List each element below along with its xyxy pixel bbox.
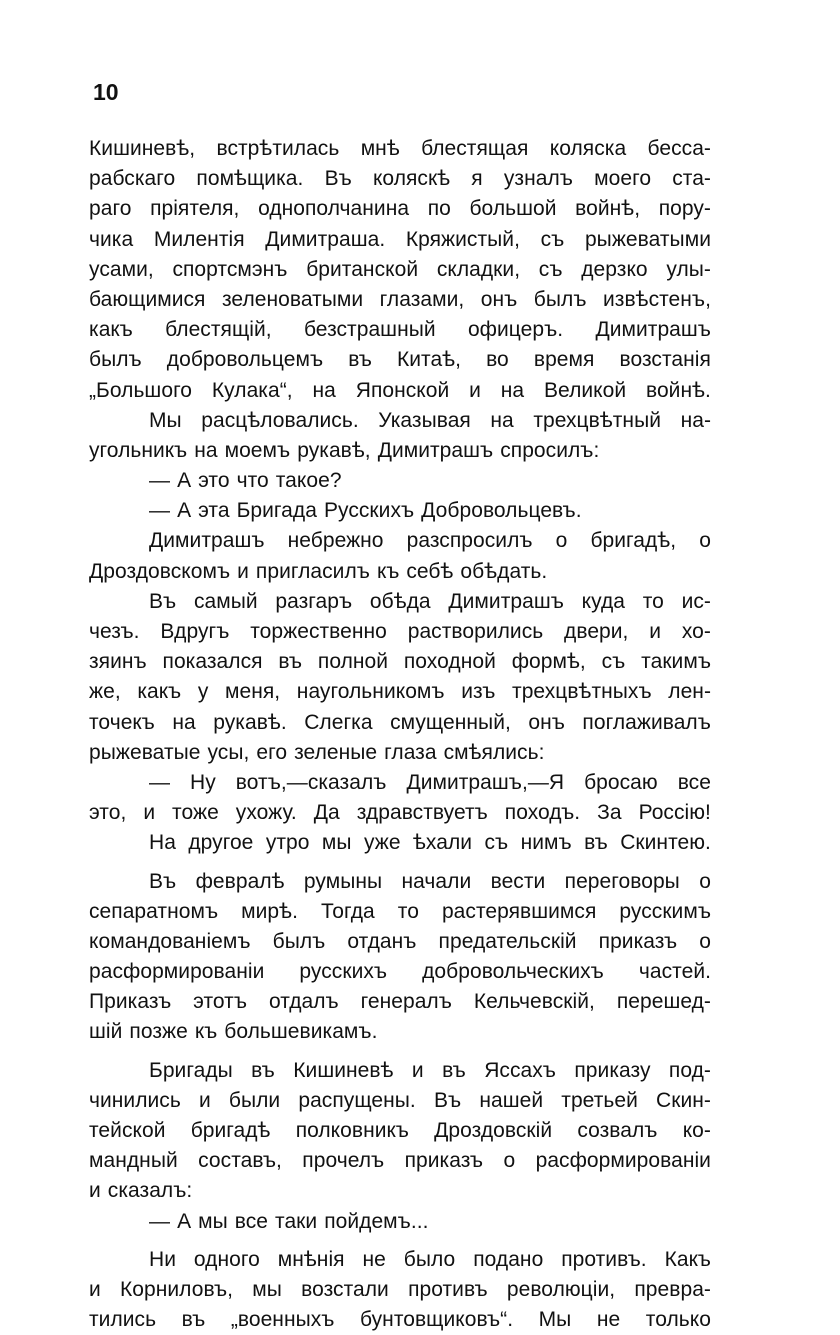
text-line: чезъ. Вдругъ торжественно растворились двери, и хо- <box>89 620 711 643</box>
text-line: тились въ „военныхъ бунтовщиковъ“. Мы не только <box>89 1308 711 1332</box>
text-line: былъ добровольцемъ въ Китаѣ, во время возстанiя <box>89 348 711 372</box>
paragraph-gap <box>89 1237 711 1245</box>
text-line: Димитрашъ небрежно разспросилъ о бригадѣ, о <box>149 529 711 553</box>
text-line: это, и тоже ухожу. Да здравствуетъ походъ. За Россiю! <box>89 801 711 825</box>
text-line: Въ самый разгаръ обѣда Димитрашъ куда то ис- <box>149 589 711 613</box>
text-line: чинились и были распущены. Въ нашей третьей Скин- <box>89 1088 711 1112</box>
text-line: На другое утро мы уже ѣхали съ нимъ въ Скинтею. <box>149 831 711 855</box>
text-line: — А это что такое? <box>149 469 342 493</box>
body-text <box>89 134 711 1335</box>
text-line: какъ блестящiй, безстрашный офицеръ. Димитрашъ <box>89 318 711 342</box>
paragraph-gap <box>89 1048 711 1056</box>
text-line: рабскаго помѣщика. Въ коляскѣ я узналъ моего ста- <box>89 167 711 191</box>
text-line: же, какъ у меня, наугольникомъ изъ трехцвѣтныхъ лен- <box>89 680 711 704</box>
text-line: усами, спортсмэнъ британской складки, съ дерзко улы- <box>89 257 711 281</box>
text-line: Кишиневѣ, встрѣтилась мнѣ блестящая коляска бесса- <box>89 137 711 160</box>
text-line: тейской бригадѣ полковникъ Дроздовскiй созвалъ ко- <box>89 1119 711 1142</box>
text-line: чика Милентiя Димитраша. Кряжистый, съ рыжеватыми <box>89 227 711 251</box>
page-number: 10 <box>93 79 119 105</box>
text-line: точекъ на рукавѣ. Слегка смущенный, онъ поглаживалъ <box>89 710 711 734</box>
text-line: Приказъ этотъ отдалъ генералъ Кельчевскiй, перешед- <box>89 990 711 1014</box>
text-line: шiй позже къ большевикамъ. <box>89 1020 378 1044</box>
text-line: Дроздовскомъ и пригласилъ къ себѣ обѣдать. <box>89 559 548 583</box>
text-line: угольникъ на моемъ рукавѣ, Димитрашъ спросилъ: <box>89 438 600 462</box>
text-line: Въ февралѣ румыны начали вести переговоры о <box>149 869 711 893</box>
text-line: Бригады въ Кишиневѣ и въ Яссахъ приказу под- <box>149 1058 711 1082</box>
text-line: рыжеватые усы, его зеленые глаза смѣялись: <box>89 740 545 764</box>
paragraph-gap <box>89 859 711 867</box>
text-line: — Ну вотъ,—сказалъ Димитрашъ,—Я бросаю все <box>149 770 711 794</box>
text-line: „Большого Кулака“, на Японской и на Великой войнѣ. <box>89 378 711 402</box>
text-line: — А мы все таки пойдемъ... <box>149 1209 429 1233</box>
text-line: расформированiи русскихъ добровольческихъ частей. <box>89 960 711 984</box>
text-line: бающимися зеленоватыми глазами, онъ былъ извѣстенъ, <box>89 287 711 311</box>
text-line: мандный составъ, прочелъ приказъ о расформированiи <box>89 1149 711 1173</box>
text-line: — А эта Бригада Русскихъ Добровольцевъ. <box>149 499 582 523</box>
text-line: раго прiятеля, однополчанина по большой войнѣ, пору- <box>89 197 711 221</box>
text-line: и Корниловъ, мы возстали противъ революцiи, превра- <box>89 1277 711 1301</box>
text-line: Мы расцѣловались. Указывая на трехцвѣтный на- <box>149 408 711 432</box>
text-line: зяинъ показался въ полной походной формѣ, съ такимъ <box>89 650 711 674</box>
text-line: командованiемъ былъ отданъ предательскiй приказъ о <box>89 929 711 953</box>
text-line: и сказалъ: <box>89 1179 193 1203</box>
text-line: Ни одного мнѣнiя не было подано противъ. Какъ <box>149 1247 711 1271</box>
text-line: сепаратномъ мирѣ. Тогда то растерявшимся русскимъ <box>89 899 711 923</box>
